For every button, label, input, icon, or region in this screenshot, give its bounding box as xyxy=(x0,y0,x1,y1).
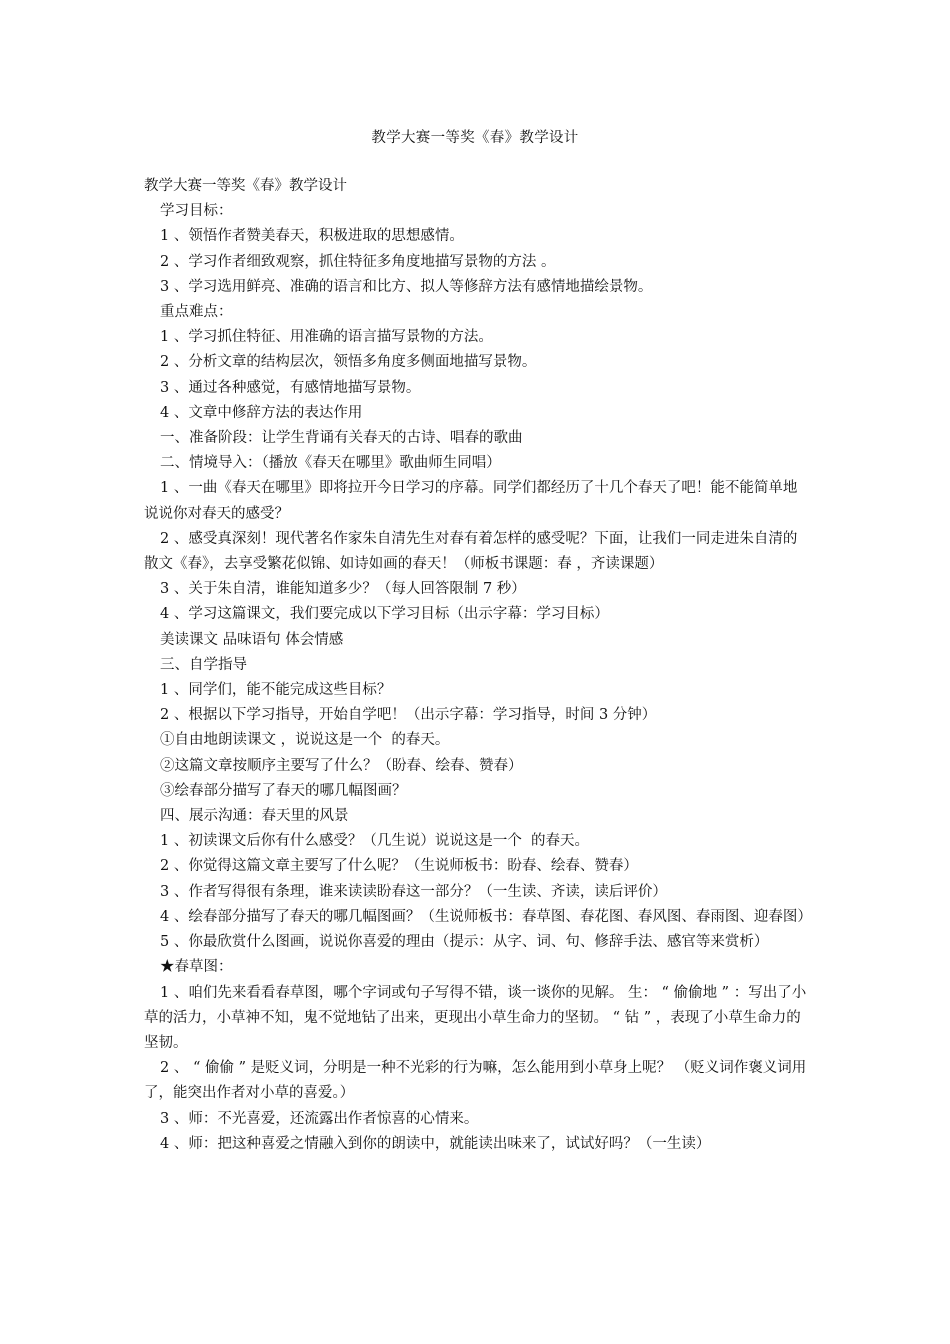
body-heading: 教学大赛一等奖《春》教学设计 xyxy=(144,178,347,194)
paragraph: 5 、你最欣赏什么图画，说说你喜爱的理由（提示：从字、词、句、修辞手法、感官等来赏析） xyxy=(160,934,769,951)
paragraph: 4 、学习这篇课文，我们要完成以下学习目标（出示字幕：学习目标） xyxy=(160,606,609,623)
section-learning-goals: 学习目标： xyxy=(160,203,233,220)
section-introduction: 二、情境导入：（播放《春天在哪里》歌曲师生同唱） xyxy=(160,455,501,472)
paragraph: 美读课文 品味语句 体会情感 xyxy=(160,631,344,648)
section-self-study: 三、自学指导 xyxy=(160,656,247,673)
paragraph: 1 、咱们先来看看春草图，哪个字词或句子写得不错，谈一谈你的见解。 生： “ 偷偷地 ” ：写出了小草的活力，小草神不知，鬼不觉地钻了出来，更现出小草生命力的坚韧。 “ 钻 ” ，表现了小草生命力的坚韧。 xyxy=(144,984,807,1051)
paragraph: 1 、学习抓住特征、用准确的语言描写景物的方法。 xyxy=(160,329,493,346)
paragraph: 4 、师：把这种喜爱之情融入到你的朗读中，就能读出味来了，试试好吗？（一生读） xyxy=(160,1135,711,1152)
paragraph: 2 、根据以下学习指导，开始自学吧！（出示字幕：学习指导，时间 3 分钟） xyxy=(160,707,657,724)
paragraph: 2 、你觉得这篇文章主要写了什么呢？（生说师板书：盼春、绘春、赞春） xyxy=(160,858,638,875)
paragraph: 3 、师：不光喜爱，还流露出作者惊喜的心情来。 xyxy=(160,1110,479,1127)
paragraph: 4 、文章中修辞方法的表达作用 xyxy=(160,404,363,421)
paragraph: 1 、同学们，能不能完成这些目标？ xyxy=(160,682,392,699)
section-key-points: 重点难点： xyxy=(160,304,233,321)
paragraph: 1 、一曲《春天在哪里》即将拉开今日学习的序幕。同学们都经历了十几个春天了吧！能不能简单地说说你对春天的感受？ xyxy=(144,480,798,522)
paragraph: 3 、作者写得很有条理，谁来读读盼春这一部分？（一生读、齐读，读后评价） xyxy=(160,883,667,900)
paragraph: ①自由地朗读课文 ，说说这是一个 的春天。 xyxy=(160,732,450,749)
page-title: 教学大赛一等奖《春》教学设计 xyxy=(371,130,579,146)
section-preparation: 一、准备阶段：让学生背诵有关春天的古诗、唱春的歌曲 xyxy=(160,430,523,447)
paragraph: 2 、学习作者细致观察，抓住特征多角度地描写景物的方法 。 xyxy=(160,253,556,270)
paragraph: ③绘春部分描写了春天的哪几幅图画？ xyxy=(160,782,407,799)
document-body xyxy=(144,174,812,1157)
paragraph: 3 、学习选用鲜亮、准确的语言和比方、拟人等修辞方法有感情地描绘景物。 xyxy=(160,278,653,295)
paragraph: 2 、感受真深刻！现代著名作家朱自清先生对春有着怎样的感受呢？下面，让我们一同走进朱自清的散文《春》，去享受繁花似锦、如诗如画的春天！（师板书课题：春 ，齐读课题） xyxy=(144,530,798,573)
paragraph: 2 、分析文章的结构层次，领悟多角度多侧面地描写景物。 xyxy=(160,354,537,371)
paragraph: 2 、 “ 偷偷 ” 是贬义词，分明是一种不光彩的行为嘛，怎么能用到小草身上呢？ （贬义词作褒义词用了，能突出作者对小草的喜爱。） xyxy=(144,1060,807,1102)
section-spring-grass: ★春草图： xyxy=(160,959,233,976)
section-presentation: 四、展示沟通：春天里的风景 xyxy=(160,808,349,825)
paragraph: 4 、绘春部分描写了春天的哪几幅图画？（生说师板书：春草图、春花图、春风图、春雨图、迎春图） xyxy=(160,908,812,925)
paragraph: 3 、关于朱自清，谁能知道多少？（每人回答限制 7 秒） xyxy=(160,581,526,598)
paragraph: 3 、通过各种感觉，有感情地描写景物。 xyxy=(160,379,421,396)
paragraph: 1 、领悟作者赞美春天，积极进取的思想感情。 xyxy=(160,228,464,245)
paragraph: ②这篇文章按顺序主要写了什么？（盼春、绘春、赞春） xyxy=(160,757,523,774)
paragraph: 1 、初读课文后你有什么感受？（几生说）说说这是一个 的春天。 xyxy=(160,833,590,850)
